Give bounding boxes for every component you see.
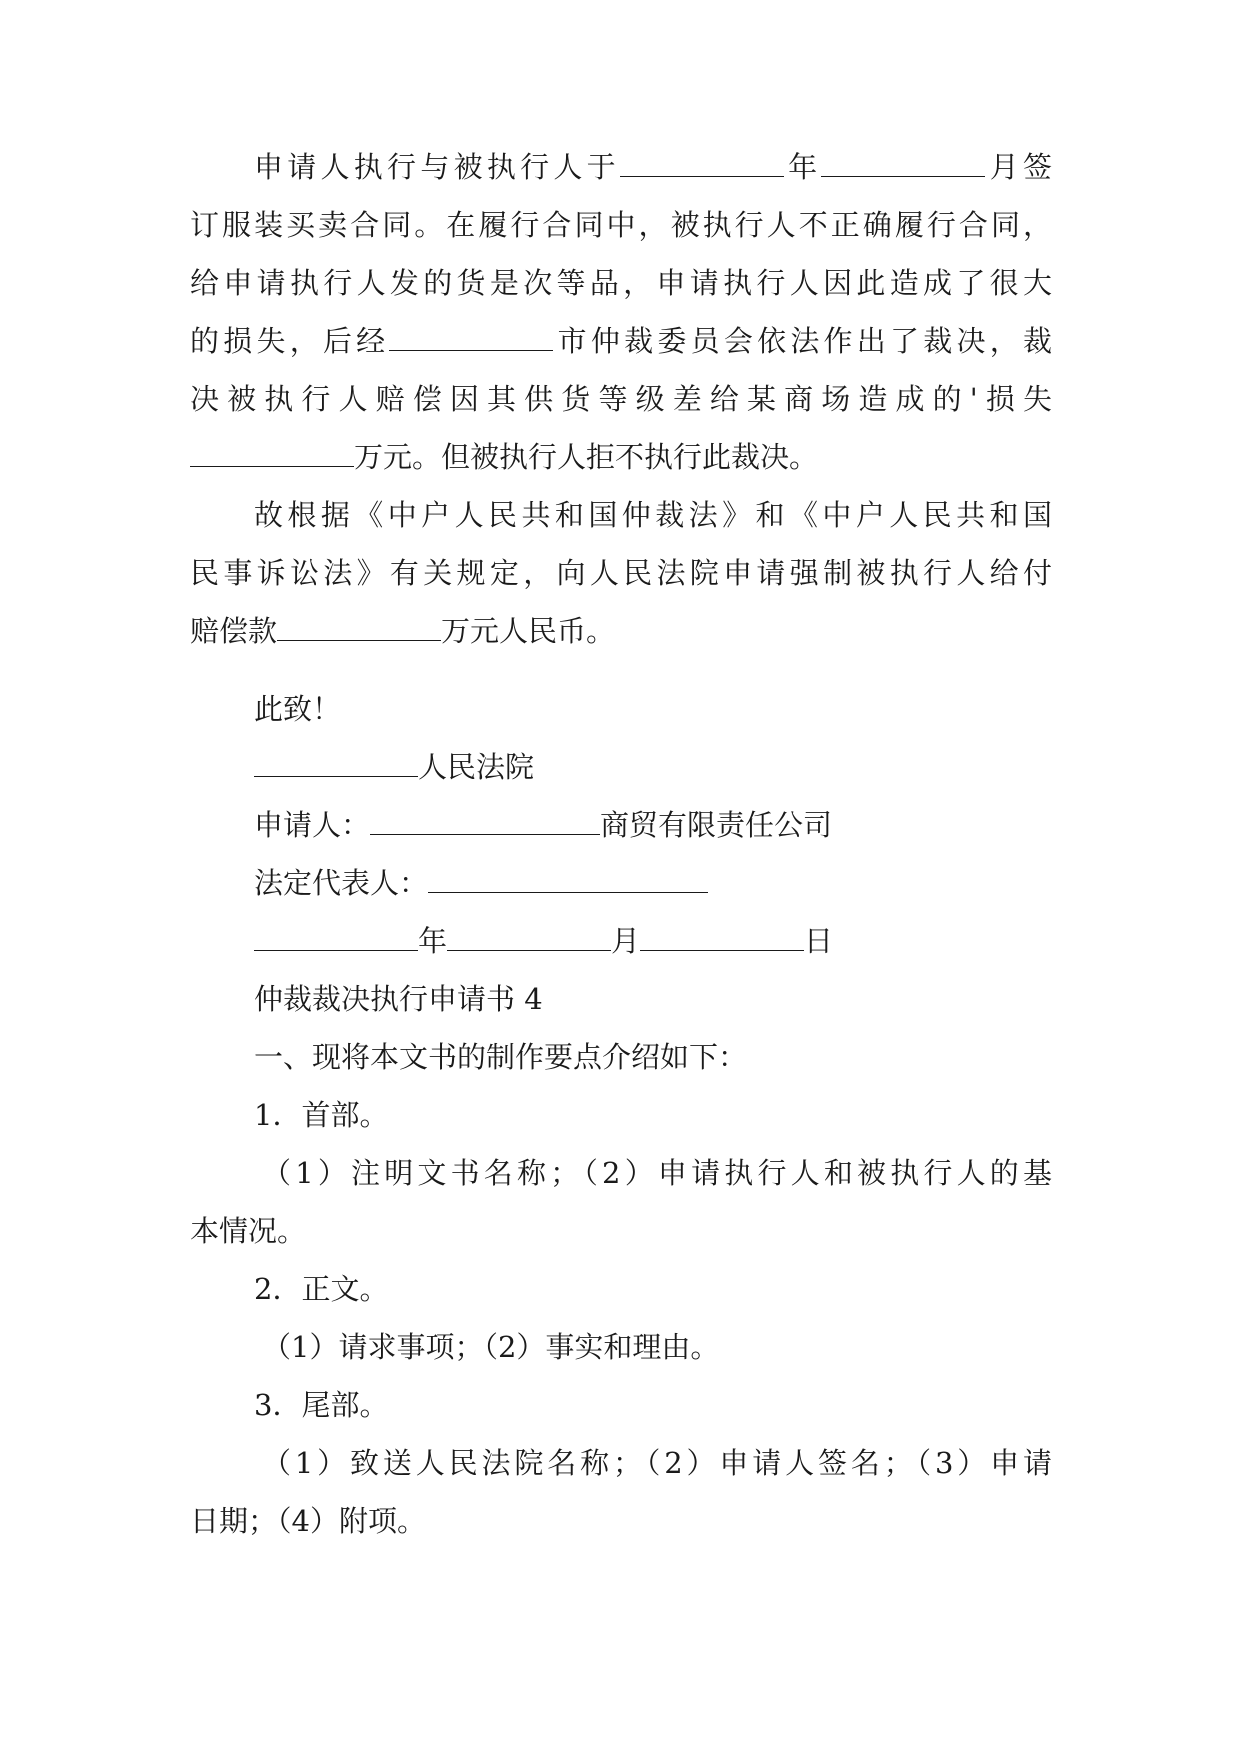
item1-body-line2: 本情况。 — [190, 1214, 307, 1248]
item3-title: 3．尾部。 — [254, 1388, 389, 1422]
para1-line4-text-a: 的损失，后经 — [190, 324, 390, 358]
para1-line4 — [190, 322, 1052, 360]
legal-rep-label: 法定代表人： — [254, 866, 429, 900]
item3-body-line1: （1）致送人民法院名称；（2）申请人签名；（3）申请 — [262, 1446, 1052, 1480]
date-month: 月 — [611, 924, 641, 958]
para1-line2: 订服装买卖合同。在履行合同中，被执行人不正确履行合同， — [190, 208, 1052, 242]
blank-legal-rep — [428, 870, 708, 893]
para2-line2: 民事诉讼法》有关规定，向人民法院申请强制被执行人给付 — [190, 556, 1052, 590]
para1-line6 — [190, 438, 1052, 476]
item1-title: 1．首部。 — [254, 1098, 389, 1132]
blank-compensation — [277, 618, 441, 641]
para1-line6-text: 万元。但被执行人拒不执行此裁决。 — [354, 440, 819, 474]
blank-date-year — [254, 928, 418, 951]
applicant-label: 申请人： — [254, 808, 371, 842]
para1-line5: 决被执行人赔偿因其供货等级差给某商场造成的'损失 — [190, 382, 1052, 416]
para1-text-c: 月签 — [985, 150, 1052, 184]
applicant-company: 商贸有限责任公司 — [600, 808, 833, 842]
para2-line3-text-b: 万元人民币。 — [441, 614, 616, 648]
para2-line1: 故根据《中户人民共和国仲裁法》和《中户人民共和国 — [254, 498, 1052, 532]
date-line — [254, 922, 1052, 960]
para1-line3: 给申请执行人发的货是次等品，申请执行人因此造成了很大 — [190, 266, 1052, 300]
date-day: 日 — [804, 924, 834, 958]
blank-applicant — [370, 812, 600, 835]
court-line — [254, 748, 1052, 786]
para1-line1 — [254, 148, 1052, 186]
item3-body-line2: 日期；（4）附项。 — [190, 1504, 426, 1538]
para1-text-b: 年 — [783, 150, 822, 184]
item2-title: 2．正文。 — [254, 1272, 389, 1306]
para2-line3 — [190, 612, 1052, 650]
para2-line3-text-a: 赔偿款 — [190, 614, 278, 648]
blank-city — [389, 328, 553, 351]
intro-line: 一、现将本文书的制作要点介绍如下： — [254, 1040, 748, 1074]
legal-rep-line — [254, 864, 1052, 902]
blank-date-day — [640, 928, 804, 951]
blank-year — [620, 154, 784, 177]
date-year: 年 — [418, 924, 448, 958]
blank-court — [254, 754, 418, 777]
item2-body: （1）请求事项；（2）事实和理由。 — [262, 1330, 720, 1364]
item1-body-line1: （1）注明文书名称；（2）申请执行人和被执行人的基 — [262, 1156, 1052, 1190]
para1-text-a: 申请人执行与被执行人于 — [254, 150, 620, 184]
blank-month — [821, 154, 985, 177]
court-text: 人民法院 — [418, 750, 535, 784]
blank-date-month — [447, 928, 611, 951]
applicant-line — [254, 806, 1052, 844]
section-title: 仲裁裁决执行申请书 4 — [254, 982, 543, 1016]
para1-line4-text-b: 市仲裁委员会依法作出了裁决，裁 — [553, 324, 1052, 358]
closing: 此致！ — [254, 692, 342, 726]
blank-amount — [190, 444, 354, 467]
